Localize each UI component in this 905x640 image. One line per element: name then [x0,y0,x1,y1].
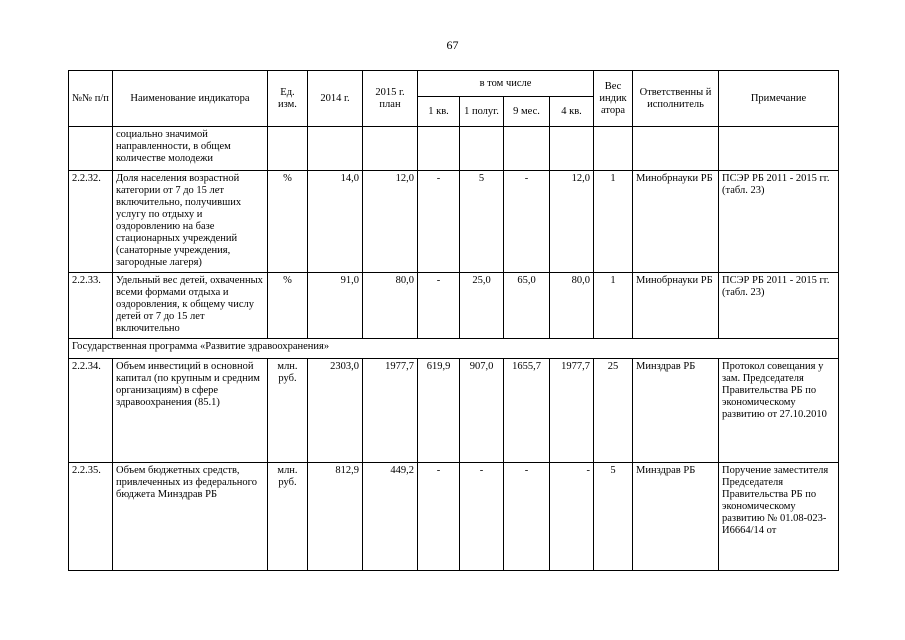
cell-q1: - [418,171,460,273]
cell-name: Объем инвестиций в основной капитал (по крупным и средним организациям) в сфере здравоохранения (85.1) [113,359,268,463]
cell-name: Доля населения возрастной категории от 7 до 15 лет включительно, получивших услугу по отдыху и оздоровлению на базе стационарных учреждений (санаторные учреждения, загородные лагеря) [113,171,268,273]
cell-h1: - [460,463,504,571]
cell-q4: 80,0 [550,273,594,339]
cell-note: ПСЭР РБ 2011 - 2015 гг. (табл. 23) [719,273,839,339]
cell-weight: 25 [594,359,633,463]
table-body [69,127,839,571]
cell-num: 2.2.34. [69,359,113,463]
header-h1: 1 полуг. [460,97,504,127]
cell-q1: - [418,463,460,571]
cell-q4: 12,0 [550,171,594,273]
cell-unit: млн. руб. [268,463,308,571]
cell-note: Протокол совещания у зам. Председателя Правительства РБ по экономическому развитию от 27.10.2010 [719,359,839,463]
cell-q4: - [550,463,594,571]
page-number: 67 [446,38,459,52]
continuation-text: социально значимой направленности, в общем количестве молодежи [113,127,268,171]
cell-y2015: 12,0 [363,171,418,273]
section-row [69,339,839,359]
cell-weight: 1 [594,273,633,339]
table-row [69,171,839,273]
header-unit: Ед. изм. [268,71,308,127]
cell-resp: Минздрав РБ [633,359,719,463]
cell-y2014: 14,0 [308,171,363,273]
table-row [69,463,839,571]
header-incl: в том числе [418,71,594,97]
table-row-continuation [69,127,839,171]
cell-num: 2.2.32. [69,171,113,273]
cell-m9: - [504,171,550,273]
header-note: Примечание [719,71,839,127]
cell-y2014: 91,0 [308,273,363,339]
header-q1: 1 кв. [418,97,460,127]
cell-y2015: 80,0 [363,273,418,339]
cell-num: 2.2.35. [69,463,113,571]
cell-resp: Минздрав РБ [633,463,719,571]
cell-q1: - [418,273,460,339]
header-num: №№ п/п [69,71,113,127]
cell-q1: 619,9 [418,359,460,463]
cell-y2014: 2303,0 [308,359,363,463]
cell-resp: Минобрнауки РБ [633,171,719,273]
header-9m: 9 мес. [504,97,550,127]
table-row [69,273,839,339]
cell-note: ПСЭР РБ 2011 - 2015 гг. (табл. 23) [719,171,839,273]
cell-y2015: 449,2 [363,463,418,571]
cell-m9: 1655,7 [504,359,550,463]
cell-m9: 65,0 [504,273,550,339]
cell-weight: 5 [594,463,633,571]
cell-unit: млн. руб. [268,359,308,463]
section-title: Государственная программа «Развитие здравоохранения» [69,339,839,359]
cell-name: Удельный вес детей, охваченных всеми формами отдыха и оздоровления, к общему числу детей от 7 до 15 лет включительно [113,273,268,339]
table-row [69,359,839,463]
cell-unit: % [268,273,308,339]
cell-h1: 907,0 [460,359,504,463]
cell-y2015: 1977,7 [363,359,418,463]
header-2015: 2015 г. план [363,71,418,127]
indicators-table [68,70,839,571]
cell-name: Объем бюджетных средств, привлеченных из федерального бюджета Минздрав РБ [113,463,268,571]
header-name: Наименование индикатора [113,71,268,127]
cell-weight: 1 [594,171,633,273]
header-weight: Вес индик атора [594,71,633,127]
cell-num: 2.2.33. [69,273,113,339]
header-q4: 4 кв. [550,97,594,127]
cell-h1: 25,0 [460,273,504,339]
cell-h1: 5 [460,171,504,273]
cell-unit: % [268,171,308,273]
cell-m9: - [504,463,550,571]
cell-note: Поручение заместителя Председателя Правительства РБ по экономическому развитию № 01.08-023-И6664/14 от [719,463,839,571]
cell-q4: 1977,7 [550,359,594,463]
cell-y2014: 812,9 [308,463,363,571]
header-resp: Ответственны й исполнитель [633,71,719,127]
header-2014: 2014 г. [308,71,363,127]
cell-resp: Минобрнауки РБ [633,273,719,339]
